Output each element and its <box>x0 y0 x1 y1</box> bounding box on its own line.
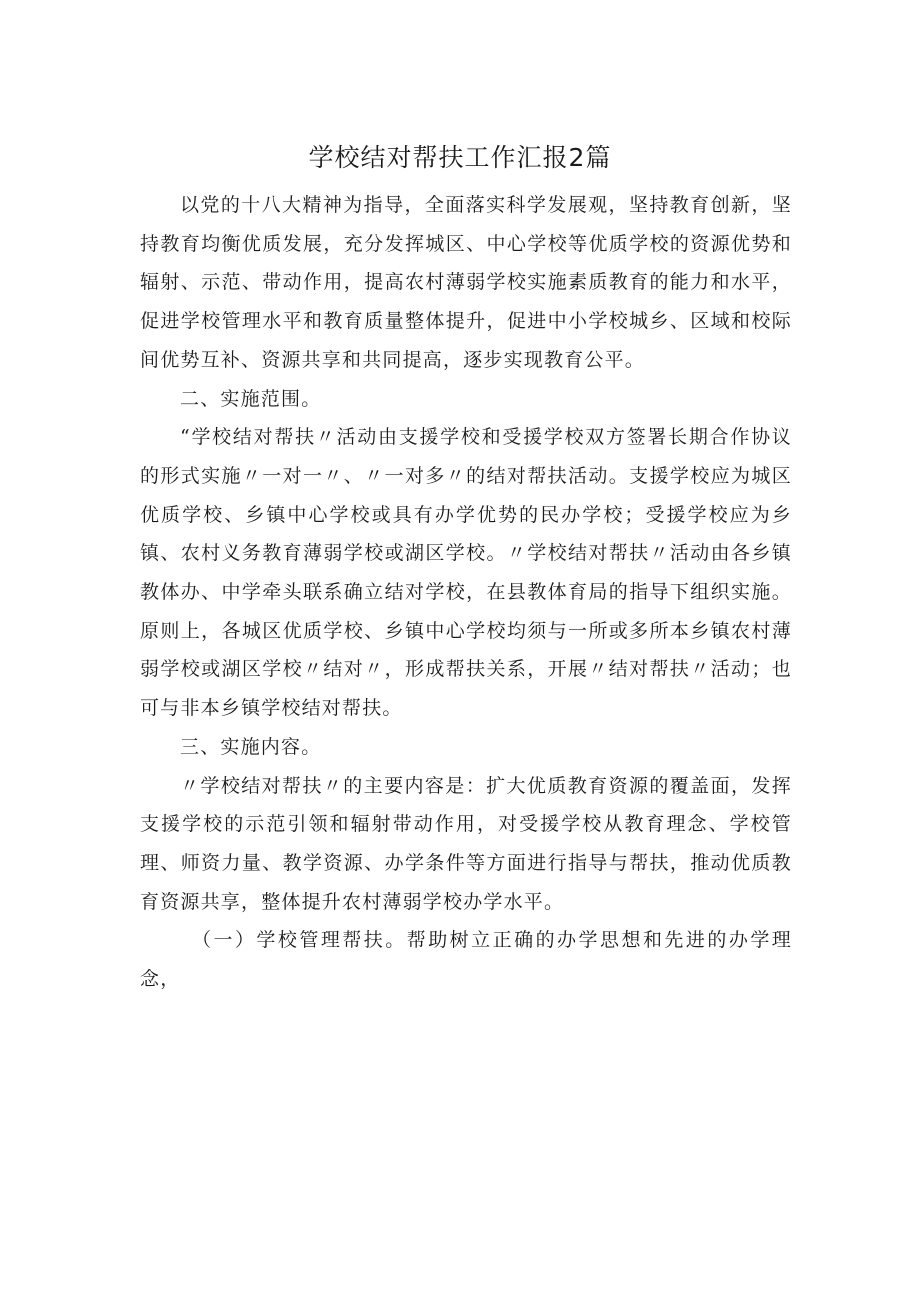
paragraph-management-support: （一）学校管理帮扶。帮助树立正确的办学思想和先进的办学理念， <box>140 929 792 991</box>
paragraph-content: 〃学校结对帮扶〃的主要内容是：扩大优质教育资源的覆盖面，发挥支援学校的示范引领和辐射带动作用，对受援学校从教育理念、学校管理、师资力量、教学资源、办学条件等方面进行指导与帮扶，推动优质教育资源共享，整体提升农村薄弱学校办学水平。 <box>140 774 792 913</box>
section-heading-scope: 二、实施范围。 <box>180 387 322 410</box>
paragraph-guiding-principle: 以党的十八大精神为指导，全面落实科学发展观，坚持教育创新，坚持教育均衡优质发展，充分发挥城区、中心学校等优质学校的资源优势和辐射、示范、带动作用，提高农村薄弱学校实施素质教育的能力和水平，促进学校管理水平和教育质量整体提升，促进中小学校城乡、区域和校际间优势互补、资源共享和共同提高，逐步实现教育公平。 <box>140 194 792 371</box>
document-title: 学校结对帮扶工作汇报2篇 <box>308 143 612 172</box>
document-body <box>140 186 792 999</box>
paragraph-scope: “学校结对帮扶〃活动由支援学校和受援学校双方签署长期合作协议的形式实施〃一对一〃、〃一对多〃的结对帮扶活动。支援学校应为城区优质学校、乡镇中心学校或具有办学优势的民办学校；受援学校应为乡镇、农村义务教育薄弱学校或湖区学校。〃学校结对帮扶〃活动由各乡镇教体办、中学牵头联系确立结对学校，在县教体育局的指导下组织实施。原则上，各城区优质学校、乡镇中心学校均须与一所或多所本乡镇农村薄弱学校或湖区学校〃结对〃，形成帮扶关系，开展〃结对帮扶〃活动；也可与非本乡镇学校结对帮扶。 <box>140 426 792 720</box>
section-heading-content: 三、实施内容。 <box>180 735 322 758</box>
